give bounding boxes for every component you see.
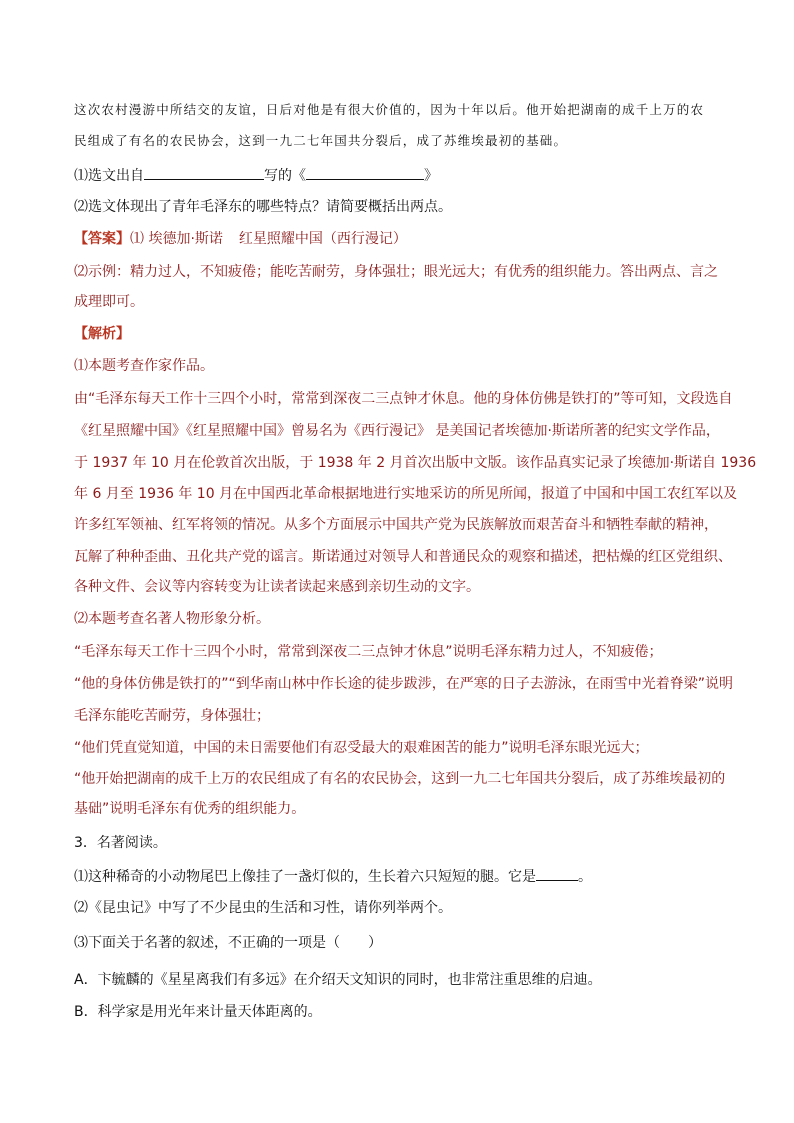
passage-line-1: 这次农村漫游中所结交的友谊，日后对他是有很大价值的，因为十年以后。他开始把湖南的成千上万的农 [74,102,705,117]
question-3-sub-2: ⑵《昆虫记》中写了不少昆虫的生活和习性，请你列举两个。 [74,900,452,916]
question-1-suffix: 》 [424,168,438,184]
question-3-sub-3: ⑶下面关于名著的叙述，不正确的一项是（ ） [74,935,382,951]
answer-part-2-line-2: 成理即可。 [74,294,144,310]
answer-part-1 [74,229,407,249]
question-3-sub-1-suffix: 。 [578,869,592,885]
analysis-line: 瓦解了种种歪曲、丑化共产党的谣言。斯诺通过对领导人和普通民众的观察和描述，把枯燥的红区党组织、 [74,549,732,565]
animal-blank[interactable] [536,865,578,881]
question-3-sub-1-prefix: ⑴这种稀奇的小动物尾巴上像挂了一盏灯似的，生长着六只短短的腿。它是 [74,869,536,885]
answer-part-1-number: ⑴ [130,231,144,247]
answer-label: 【答案】 [74,231,130,247]
question-1 [74,164,438,186]
analysis-line: ⑴本题考查作家作品。 [74,358,214,374]
analysis-line: 基础”说明毛泽东有优秀的组织能力。 [74,801,306,817]
analysis-line: 毛泽东能吃苦耐劳，身体强壮； [74,708,270,724]
option-a: A．卞毓麟的《星星离我们有多远》在介绍天文知识的同时，也非常注重思维的启迪。 [74,972,602,988]
analysis-line: 年 6 月至 1936 年 10 月在中国西北革命根据地进行实地采访的所见所闻，报道了中国和中国工农红军以及 [74,486,738,502]
analysis-line: 各种文件、会议等内容转变为让读者读起来感到亲切生动的文字。 [74,579,480,595]
answer-book: 红星照耀中国（西行漫记） [238,231,407,247]
answer-part-2-line-1: ⑵示例：精力过人，不知疲倦；能吃苦耐劳，身体强壮；眼光远大；有优秀的组织能力。答出两点、言之 [74,264,718,280]
question-1-prefix: ⑴选文出自 [74,168,144,184]
question-2: ⑵选文体现出了青年毛泽东的哪些特点？请简要概括出两点。 [74,199,452,215]
question-3-title: 3．名著阅读。 [74,835,167,851]
analysis-line: ⑵本题考查名著人物形象分析。 [74,611,270,627]
option-b: B．科学家是用光年来计量天体距离的。 [74,1004,322,1020]
analysis-label: 【解析】 [74,326,130,342]
analysis-line: “他的身体仿佛是铁打的”“到华南山林中作长途的徒步跋涉，在严寒的日子去游泳，在雨雪中光着脊梁”说明 [74,676,734,692]
question-3-sub-1 [74,865,592,887]
analysis-line: 由“毛泽东每天工作十三四个小时，常常到深夜二三点钟才休息。他的身体仿佛是铁打的”等可知，文段选自 [74,391,733,407]
analysis-line: “他们凭直觉知道，中国的未日需要他们有忍受最大的艰难困苦的能力”说明毛泽东眼光远大； [74,740,649,756]
analysis-line: 于 1937 年 10 月在伦敦首次出版，于 1938 年 2 月首次出版中文版。该作品真实记录了埃德加·斯诺自 1936 [74,455,757,471]
question-1-middle: 写的《 [264,168,306,184]
author-blank[interactable] [144,164,264,180]
analysis-line: 《红星照耀中国》《红星照耀中国》曾易名为《西行漫记》 是美国记者埃德加·斯诺所著的纪实文学作品， [74,423,720,439]
analysis-line: “他开始把湖南的成千上万的农民组成了有名的农民协会，这到一九二七年国共分裂后，成了苏维埃最初的 [74,771,726,787]
passage-line-2: 民组成了有名的农民协会，这到一九二七年国共分裂后，成了苏维埃最初的基础。 [74,133,568,148]
answer-author: 埃德加·斯诺 [148,231,223,247]
analysis-line: 许多红军领袖、红军将领的情况。从多个方面展示中国共产党为民族解放而艰苦奋斗和牺牲奉献的精神， [74,517,718,533]
book-title-blank[interactable] [306,164,424,180]
analysis-line: “毛泽东每天工作十三四个小时，常常到深夜二三点钟才休息”说明毛泽东精力过人，不知疲倦； [74,644,663,660]
